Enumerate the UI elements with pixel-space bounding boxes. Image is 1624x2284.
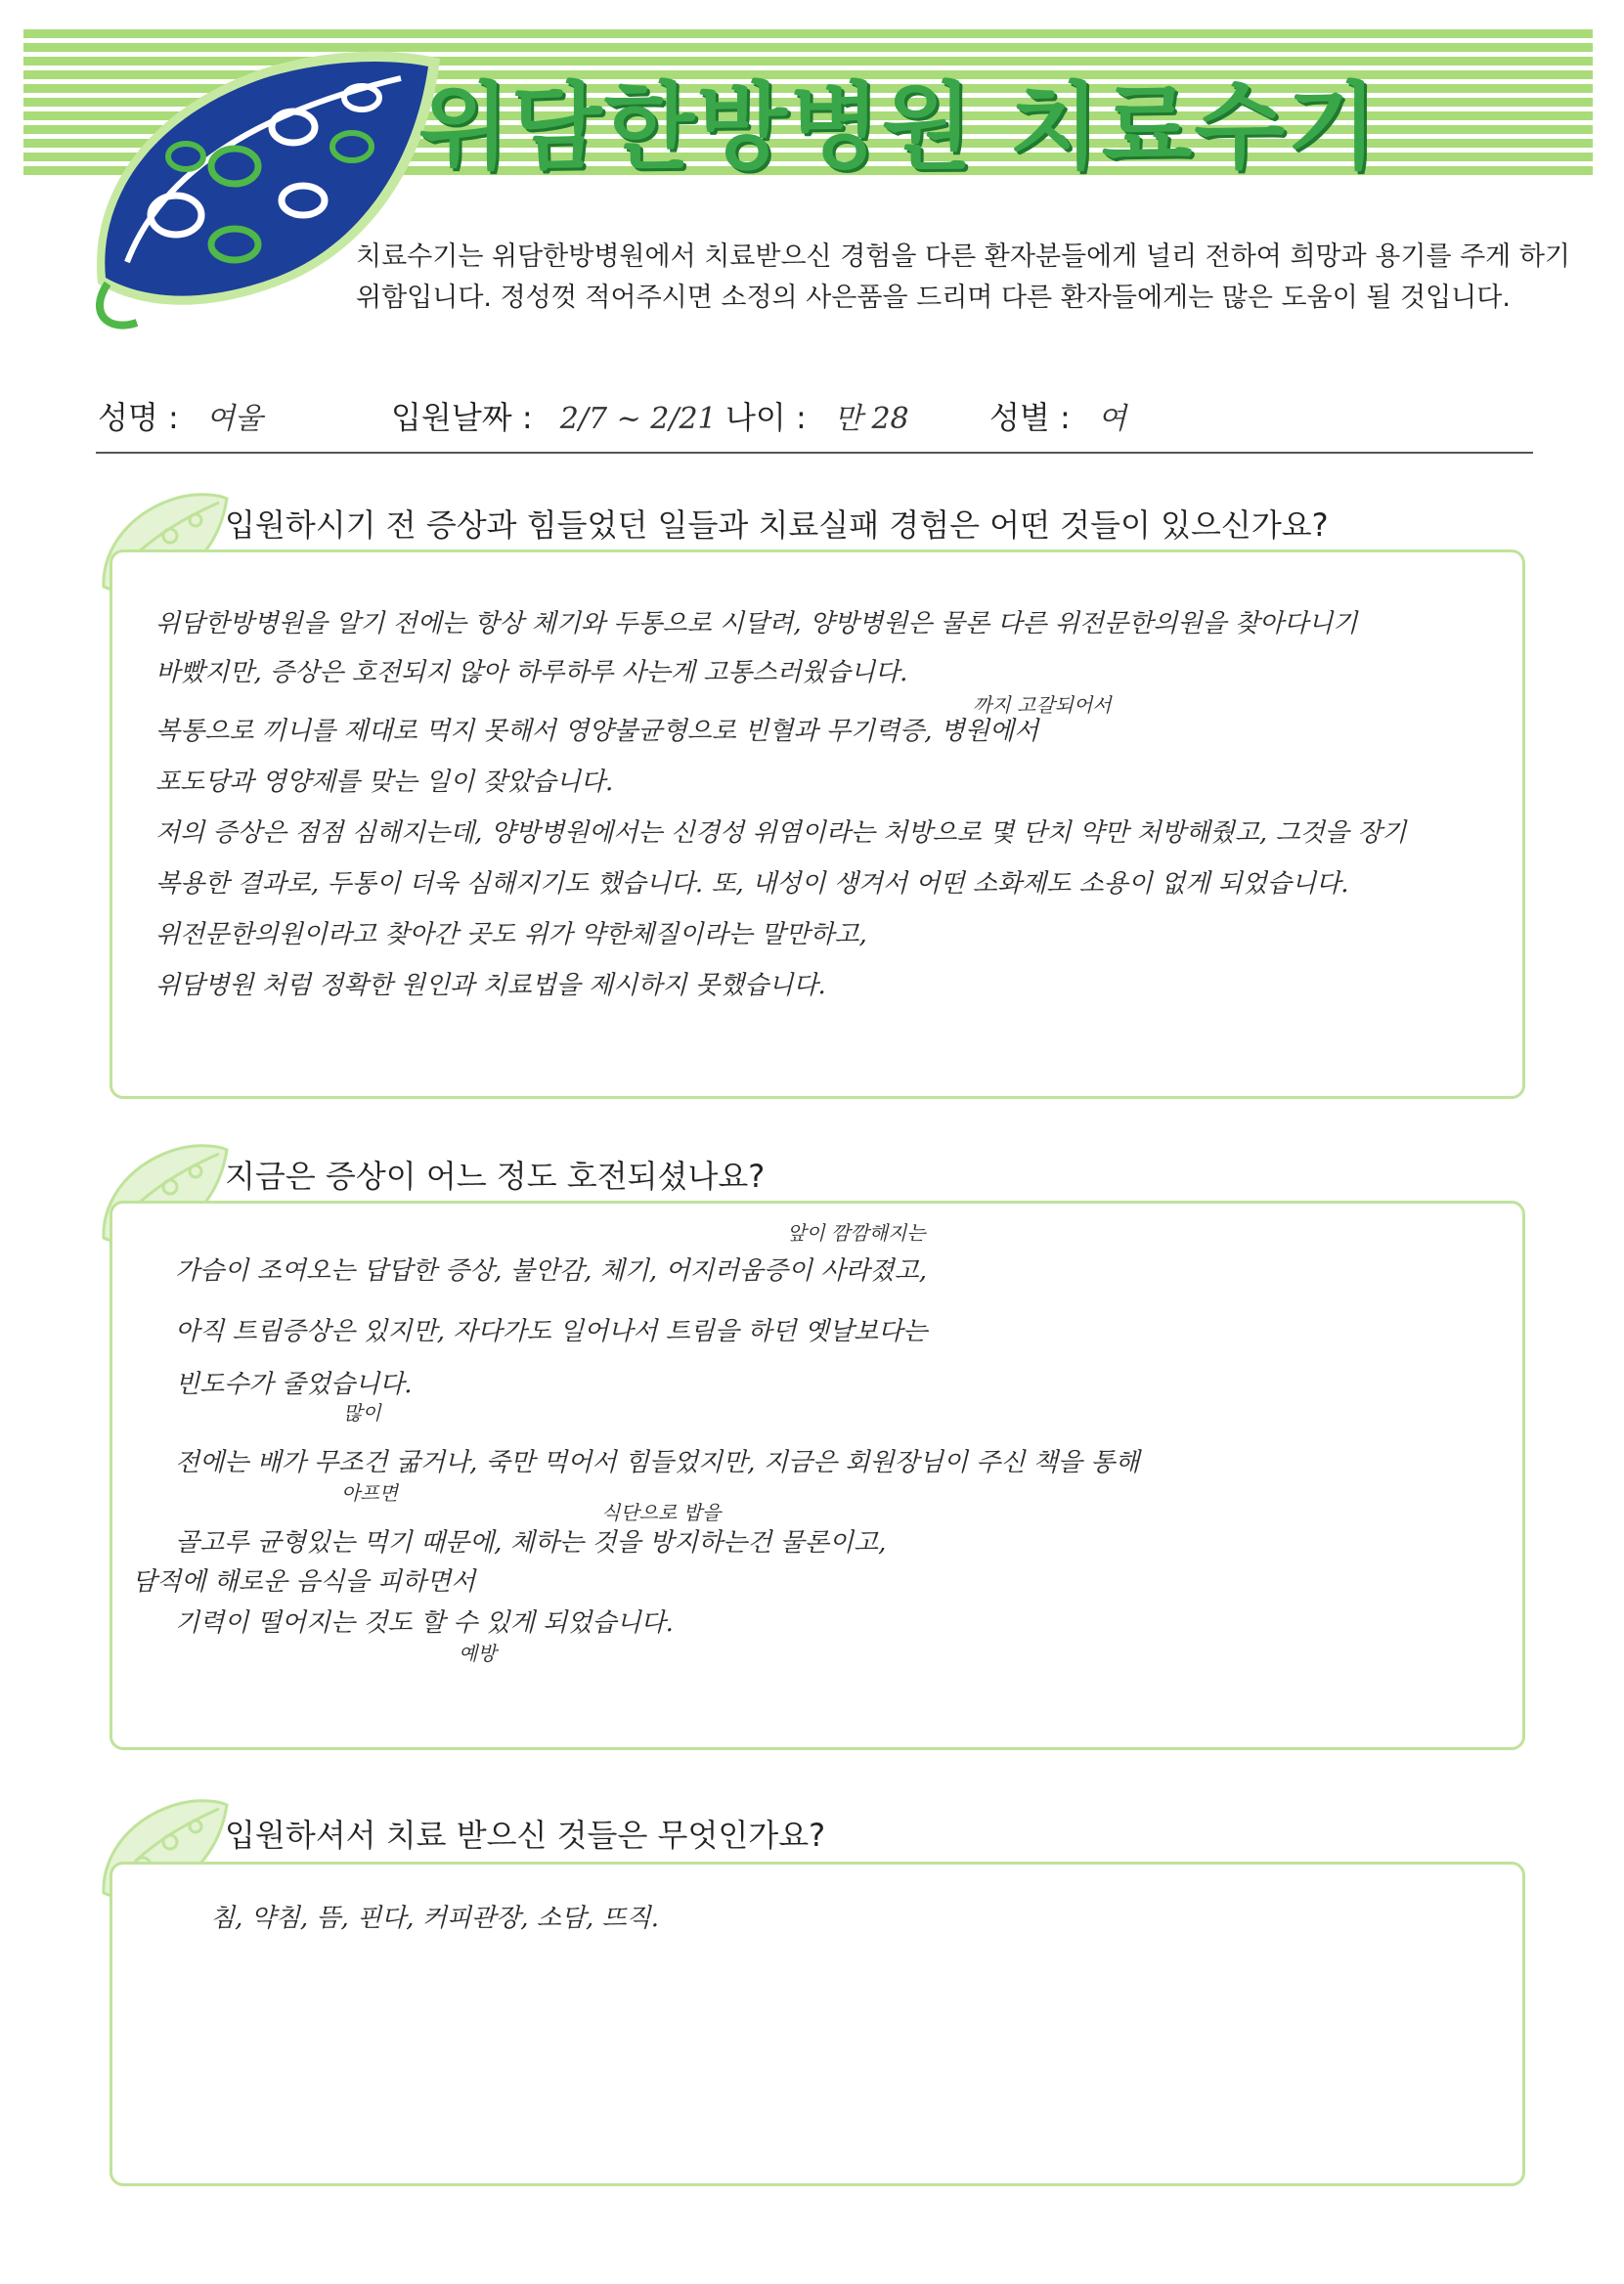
sex-field	[989, 393, 1126, 442]
handwritten-line: 위전문한의원이라고 찾아간 곳도 위가 약한체질이라는 말만하고,	[155, 920, 867, 949]
question-title: 입원하시기 전 증상과 힘들었던 일들과 치료실패 경험은 어떤 것들이 있으신가요?	[225, 506, 1329, 544]
handwritten-line: 포도당과 영양제를 맞는 일이 잦았습니다.	[155, 768, 614, 797]
age-value: 만 28	[833, 402, 909, 436]
handwritten-line: 기력이 떨어지는 것도 할 수 있게 되었습니다.	[175, 1608, 674, 1638]
handwritten-line: 위담병원 처럼 정확한 원인과 치료법을 제시하지 못했습니다.	[155, 971, 826, 1000]
sex-value: 여	[1097, 402, 1126, 436]
question-title: 입원하셔서 치료 받으신 것들은 무엇인가요?	[225, 1817, 826, 1854]
handwritten-note: 까지 고갈되어서	[973, 693, 1112, 717]
intro-line: 위함입니다. 정성껏 적어주시면 소정의 사은품을 드리며 다른 환자들에게는 많은 도움이 될 것입니다.	[356, 283, 1511, 313]
handwritten-line: 바빴지만, 증상은 호전되지 않아 하루하루 사는게 고통스러웠습니다.	[155, 658, 908, 687]
handwritten-line: 담적에 해로운 음식을 피하면서	[132, 1567, 476, 1597]
handwritten-line: 빈도수가 줄었습니다.	[175, 1370, 413, 1399]
name-value: 여울	[205, 402, 263, 436]
name-field	[98, 393, 263, 442]
admission-value: 2/7 ~ 2/21	[559, 402, 717, 436]
answer-box-symptoms	[110, 549, 1525, 1099]
handwritten-note: 예방	[459, 1642, 497, 1665]
answer-box-treatments	[110, 1862, 1525, 2186]
info-divider	[96, 452, 1533, 454]
admission-field	[391, 393, 717, 442]
intro-line: 치료수기는 위담한방병원에서 치료받으신 경험을 다른 환자분들에게 널리 전하여 희망과 용기를 주게 하기	[356, 242, 1571, 272]
age-field	[725, 393, 909, 442]
answer-box-improvement	[110, 1201, 1525, 1750]
admission-label: 입원날짜 :	[391, 399, 533, 436]
handwritten-line: 복통으로 끼니를 제대로 먹지 못해서 영양불균형으로 빈혈과 무기력증, 병원에서	[155, 717, 1039, 746]
handwritten-note: 앞이 깜깜해지는	[787, 1221, 926, 1245]
handwritten-line: 저의 증상은 점점 심해지는데, 양방병원에서는 신경성 위염이라는 처방으로 몇 단치 약만 처방해줬고, 그것을 장기	[155, 818, 1407, 848]
intro-text	[356, 237, 1571, 319]
handwritten-note: 식단으로 밥을	[601, 1501, 722, 1524]
handwritten-line: 침, 약침, 뜸, 핀다, 커피관장, 소담, 뜨직.	[210, 1904, 660, 1933]
handwritten-note: 아프면	[341, 1481, 398, 1505]
sex-label: 성별 :	[989, 399, 1071, 436]
handwritten-note: 많이	[343, 1401, 381, 1425]
handwritten-line: 골고루 균형있는 먹기 때문에, 체하는 것을 방지하는건 물론이고,	[175, 1528, 887, 1558]
handwritten-line: 복용한 결과로, 두통이 더욱 심해지기도 했습니다. 또, 내성이 생겨서 어떤 소화제도 소용이 없게 되었습니다.	[155, 869, 1349, 899]
age-label: 나이 :	[725, 399, 807, 436]
name-label: 성명 :	[98, 399, 179, 436]
handwritten-line: 가슴이 조여오는 답답한 증상, 불안감, 체기, 어지러움증이 사라졌고,	[175, 1256, 928, 1286]
handwritten-line: 전에는 배가 무조건 굶거나, 죽만 먹어서 힘들었지만, 지금은 회원장님이 주신 책을 통해	[175, 1448, 1140, 1477]
page-title: 위담한방병원 치료수기	[418, 72, 1380, 182]
handwritten-line: 아직 트림증상은 있지만, 자다가도 일어나서 트림을 하던 옛날보다는	[175, 1317, 928, 1346]
handwritten-line: 위담한방병원을 알기 전에는 항상 체기와 두통으로 시달려, 양방병원은 물론 다른 위전문한의원을 찾아다니기	[155, 609, 1358, 638]
question-title: 지금은 증상이 어느 정도 호전되셨나요?	[225, 1158, 766, 1195]
